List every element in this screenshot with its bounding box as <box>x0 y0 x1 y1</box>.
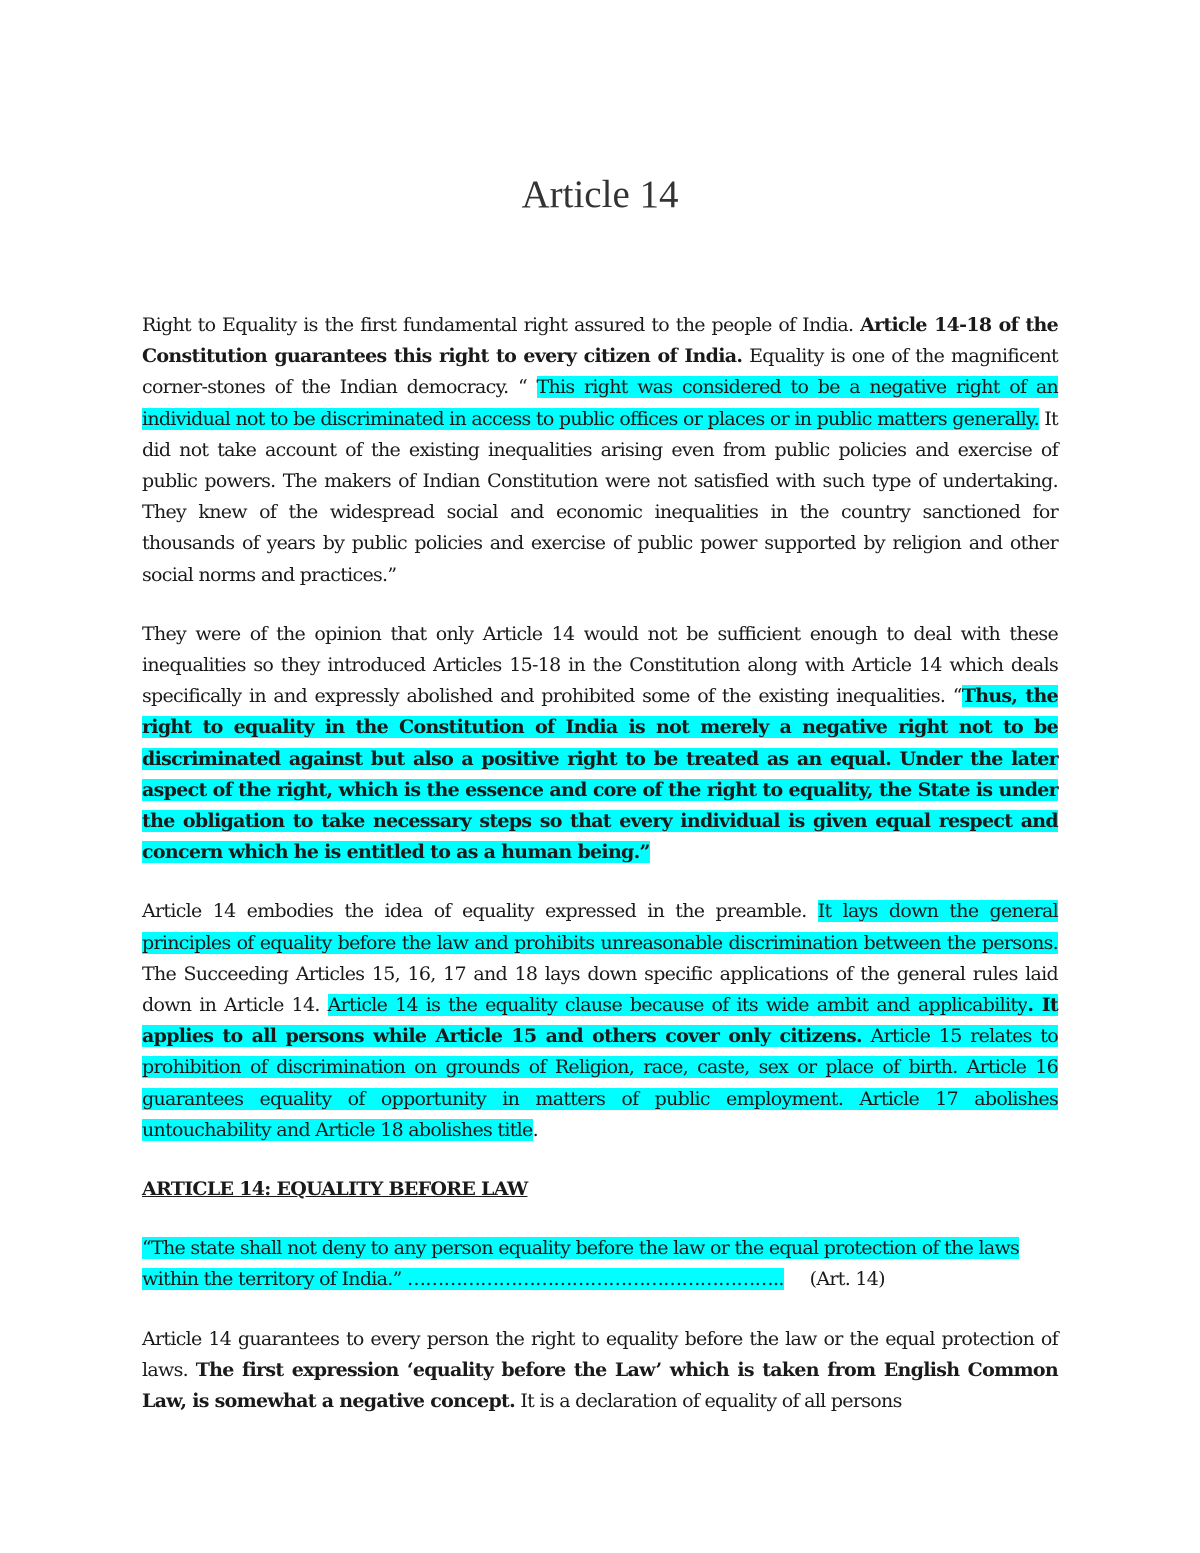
text-run: It is a declaration of equality of all persons <box>515 1390 902 1413</box>
highlighted-bold-text-run: . It applies to all persons while Article 15 and others cover only citizens. <box>142 994 1059 1048</box>
text-run: . <box>532 1118 538 1141</box>
bold-text-run: The first expression ‘equality before the Law’ which is taken from English Common Law, is somewhat a negative concept. <box>142 1358 1058 1413</box>
paragraph-preamble <box>142 896 1058 1146</box>
highlighted-bold-text-run: Thus, the right to equality in the Constitution of India is not merely a negative right not to be discriminated against but also a positive right to be treated as an equal. Under the later aspect of the right, which is the essence and core of the right to equality, the State is under the obligation to take necessary steps so that every individual is given equal respect and concern which he is entitled to as a human being.” <box>142 685 1059 864</box>
text-run: Article 14 embodies the idea of equality expressed in the preamble. <box>142 900 818 923</box>
highlighted-text-run: This right was considered to be a negative right of an individual not to be discriminated in access to public offices or places or in public matters generally. <box>142 376 1058 430</box>
highlighted-text-run: It lays down the general principles of equality before the law and prohibits unreasonable discrimination between the persons. <box>142 900 1059 954</box>
bold-text-run: Article 14-18 of the Constitution guarantees this right to every citizen of India. <box>142 314 1058 368</box>
paragraph-articles-15-18 <box>142 619 1058 869</box>
text-run: Right to Equality is the first fundamental right assured to the people of India. <box>142 314 861 336</box>
section-heading: ARTICLE 14: EQUALITY BEFORE LAW <box>142 1178 528 1201</box>
highlighted-text-run: Article 14 is the equality clause because of its wide ambit and applicability <box>327 994 1028 1017</box>
text-run: They were of the opinion that only Article 14 would not be sufficient enough to deal with these inequalities so they introduced Articles 15-18 in the Constitution along with Article 14 which deals specifically in and expressly abolished and prohibited some of the existing inequalities. “ <box>142 622 1058 708</box>
text-run: Article 14 guarantees to every person the right to equality before the law or the equal protection of laws. <box>142 1327 1058 1381</box>
text-run: It did not take account of the existing inequalities arising even from public policies and exercise of public powers. The makers of Indian Constitution were not satisfied with such type of undertaking. They knew of the widespread social and economic inequalities in the country sanctioned for thousands of years by public policies and exercise of public power supported by religion and other social norms and practices.” <box>142 407 1058 586</box>
document-body <box>142 310 1058 1445</box>
text-run: Equality is one of the magnificent corner-stones of the Indian democracy. “ <box>142 345 1058 399</box>
article-reference: (Art. 14) <box>809 1268 885 1291</box>
highlighted-text-run: Article 15 relates to prohibition of discrimination on grounds of Religion, race, caste, sex or place of birth. Article 16 guarantees equality of opportunity in matters of public employment. Article 17 abolishes untouchability and Article 18 abolishes title <box>142 1025 1058 1141</box>
page-title: Article 14 <box>521 173 679 216</box>
paragraph-intro <box>142 310 1058 591</box>
highlighted-quote-text: “The state shall not deny to any person equality before the law or the equal protection of the laws within the territory of India.” …………………………………………………….. <box>142 1237 1020 1291</box>
constitution-quote <box>142 1233 1058 1295</box>
text-run: The Succeeding Articles 15, 16, 17 and 18 lays down specific applications of the general rules laid down in Article 14. <box>142 962 1058 1017</box>
paragraph-equality-before-law <box>142 1324 1058 1418</box>
